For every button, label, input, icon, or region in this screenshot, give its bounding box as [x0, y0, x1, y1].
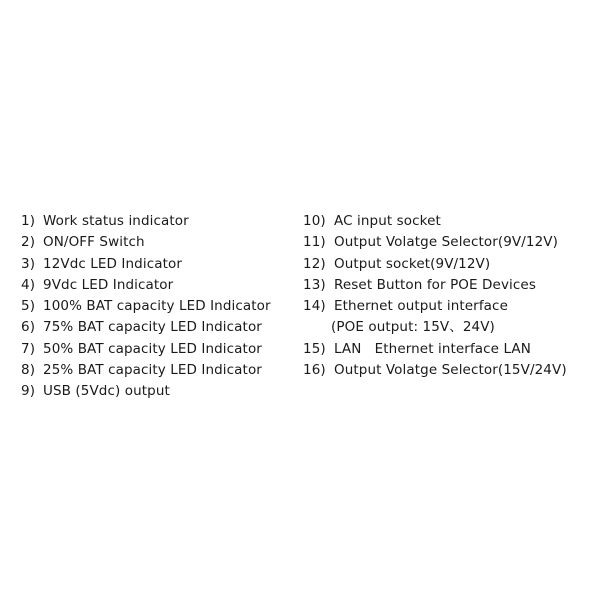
legend-item — [303, 211, 567, 232]
item-number: 9) — [21, 383, 36, 400]
item-label: ON/OFF Switch — [43, 234, 145, 251]
item-label: Ethernet output interface — [334, 298, 508, 315]
item-label: LAN Ethernet interface LAN — [334, 340, 531, 357]
item-number: 11) — [303, 234, 326, 251]
legend-item — [21, 360, 271, 381]
item-number: 7) — [21, 340, 36, 357]
legend-item — [303, 232, 567, 253]
item-number: 14) — [303, 298, 326, 315]
item-number: 4) — [21, 276, 36, 293]
item-number: 6) — [21, 319, 36, 336]
legend-item-continuation: (POE output: 15V、24V) — [331, 319, 495, 336]
item-number: 5) — [21, 298, 36, 315]
item-label: 100% BAT capacity LED Indicator — [43, 298, 271, 315]
item-label: 75% BAT capacity LED Indicator — [43, 319, 262, 336]
item-number: 16) — [303, 362, 326, 379]
legend-item — [21, 381, 271, 402]
legend-item — [303, 339, 567, 360]
legend-item — [303, 254, 567, 275]
item-label: AC input socket — [334, 213, 441, 229]
item-number: 1) — [21, 213, 36, 229]
legend-item — [303, 360, 567, 381]
legend-item — [21, 296, 271, 317]
item-label: 50% BAT capacity LED Indicator — [43, 340, 262, 357]
item-label: 9Vdc LED Indicator — [43, 276, 174, 293]
item-number: 2) — [21, 234, 36, 251]
item-number: 8) — [21, 362, 36, 379]
legend-item — [21, 275, 271, 296]
legend-right-column — [303, 211, 567, 381]
item-label: 12Vdc LED Indicator — [43, 255, 182, 272]
legend-item — [21, 211, 271, 232]
legend-item — [303, 296, 567, 317]
legend-item — [21, 232, 271, 253]
item-label: Output socket(9V/12V) — [334, 255, 491, 272]
legend-left-column — [21, 211, 271, 403]
item-number: 15) — [303, 340, 326, 357]
item-label: Output Volatge Selector(15V/24V) — [334, 362, 567, 379]
item-label: Reset Button for POE Devices — [334, 276, 536, 293]
legend-item — [303, 275, 567, 296]
item-number: 13) — [303, 276, 326, 293]
item-number: 3) — [21, 255, 36, 272]
item-label: 25% BAT capacity LED Indicator — [43, 362, 262, 379]
item-label: USB (5Vdc) output — [43, 383, 170, 400]
item-number: 12) — [303, 255, 326, 272]
item-label: Work status indicator — [43, 213, 189, 229]
legend-item — [21, 317, 271, 338]
item-number: 10) — [303, 213, 326, 229]
legend-item — [21, 339, 271, 360]
legend-item — [21, 254, 271, 275]
component-legend — [0, 211, 600, 411]
item-label: Output Volatge Selector(9V/12V) — [334, 234, 558, 251]
